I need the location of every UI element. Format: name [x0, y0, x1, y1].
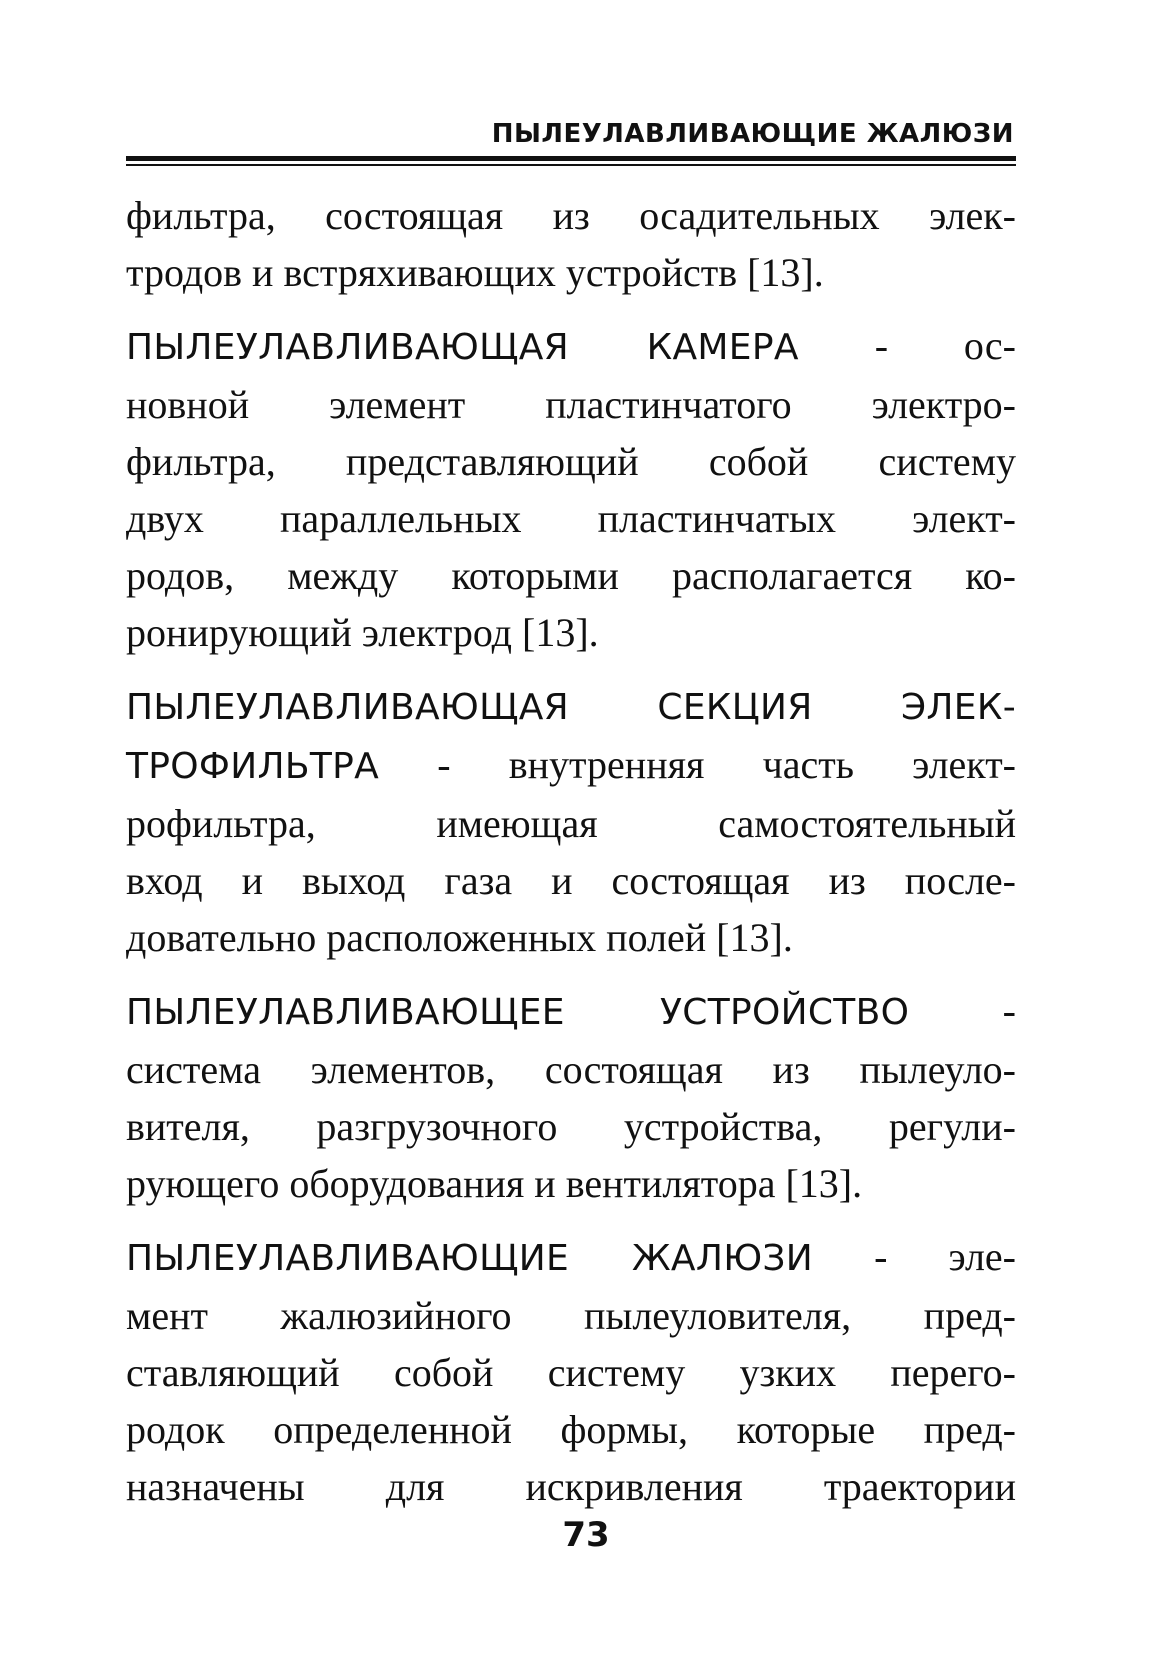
running-title: ПЫЛЕУЛАВЛИВАЮЩИЕ ЖАЛЮЗИ — [491, 119, 1014, 149]
text-line: довательно расположенных полей [13]. — [126, 915, 793, 960]
text-line: родов, между которыми располагается ко- — [126, 553, 1016, 598]
running-header — [126, 120, 1016, 166]
entry-continuation — [126, 187, 1016, 301]
text-line: фильтра, состоящая из осадительных элек- — [126, 193, 1016, 238]
header-rule-thin — [126, 164, 1016, 166]
text-line: вход и выход газа и состоящая из после- — [126, 858, 1016, 903]
text-line: вителя, разгрузочного устройства, регули- — [126, 1104, 1016, 1149]
entry-first-line — [126, 317, 1016, 376]
text-line: мент жалюзийного пылеуловителя, пред- — [126, 1293, 1016, 1338]
page-number: 73 — [562, 1515, 610, 1555]
definition-text: - эле- — [813, 1234, 1016, 1279]
header-rule-thick — [126, 156, 1016, 161]
dictionary-content — [126, 187, 1016, 1531]
definition-text: - — [909, 988, 1016, 1033]
text-line: система элементов, состоящая из пылеуло- — [126, 1047, 1016, 1092]
entry-term: ПЫЛЕУЛАВЛИВАЮЩАЯ СЕКЦИЯ ЭЛЕК- — [126, 687, 1016, 728]
entry-first-line — [126, 677, 1016, 736]
text-line: ронирующий электрод [13]. — [126, 610, 599, 655]
text-line: ставляющий собой систему узких перего- — [126, 1350, 1016, 1395]
definition-text: - ос- — [798, 323, 1017, 368]
text-line: рофильтра, имеющая самостоятельный — [126, 801, 1016, 846]
text-line: фильтра, представляющий собой систему — [126, 439, 1016, 484]
text-line: двух параллельных пластинчатых элект- — [126, 496, 1016, 541]
entry-electrostatic-precipitator-section — [126, 677, 1016, 966]
text-line: тродов и встряхивающих устройств [13]. — [126, 250, 824, 295]
entry-dust-collecting-louvers — [126, 1228, 1016, 1515]
text-line: родок определенной формы, которые пред- — [126, 1407, 1016, 1452]
definition-text: - внутренняя часть элект- — [379, 742, 1016, 787]
entry-term-continued: ТРОФИЛЬТРА — [126, 746, 380, 787]
text-line: новной элемент пластинчатого электро- — [126, 382, 1016, 427]
entry-dust-collecting-chamber — [126, 317, 1016, 661]
text-line: рующего оборудования и вентилятора [13]. — [126, 1161, 863, 1206]
text-line: назначены для искривления траектории — [126, 1464, 1016, 1509]
entry-term: ПЫЛЕУЛАВЛИВАЮЩИЕ ЖАЛЮЗИ — [126, 1238, 814, 1279]
entry-second-line — [126, 736, 1016, 795]
entry-first-line — [126, 982, 1016, 1041]
entry-first-line — [126, 1228, 1016, 1287]
entry-term: ПЫЛЕУЛАВЛИВАЮЩАЯ КАМЕРА — [126, 327, 799, 368]
entry-dust-collecting-device — [126, 982, 1016, 1212]
entry-term: ПЫЛЕУЛАВЛИВАЮЩЕЕ УСТРОЙСТВО — [126, 992, 910, 1033]
